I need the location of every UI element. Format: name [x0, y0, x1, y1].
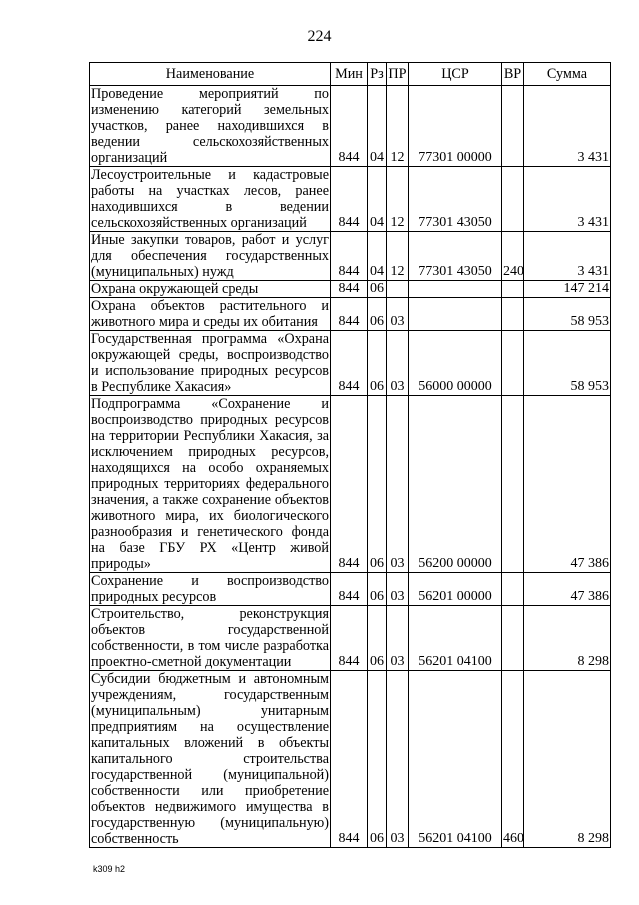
- cell-pr: 03: [387, 606, 409, 671]
- cell-sum: 3 431: [524, 167, 611, 232]
- cell-name: Строительство, реконструкция объектов государственной собственности, в том числе разработка проектно-сметной документации: [91, 606, 329, 670]
- cell-sum: 47 386: [524, 396, 611, 573]
- cell-vr: [502, 331, 524, 396]
- cell-min: 844: [331, 331, 368, 396]
- cell-min: 844: [331, 281, 368, 298]
- cell-csr: [409, 281, 502, 298]
- cell-sum: 8 298: [524, 606, 611, 671]
- cell-rz: 06: [368, 298, 387, 331]
- cell-rz: 04: [368, 167, 387, 232]
- header-sum: Сумма: [524, 63, 611, 86]
- cell-vr: [502, 167, 524, 232]
- cell-vr: [502, 573, 524, 606]
- table-row: [90, 298, 611, 331]
- header-pr: ПР: [387, 63, 409, 86]
- cell-rz: 06: [368, 396, 387, 573]
- cell-min: 844: [331, 671, 368, 848]
- cell-csr: 77301 00000: [409, 86, 502, 167]
- table-row: [90, 232, 611, 281]
- cell-name: Субсидии бюджетным и автономным учреждениям, государственным (муниципальным) унитарным предприятиям на осуществление капитальных вложений в объекты капитального строительства государственной (муниципальной) собственности или приобретение объектов недвижимого имущества в государственную (муниципальную) собственность: [91, 671, 329, 847]
- cell-sum: 58 953: [524, 331, 611, 396]
- header-vr: ВР: [502, 63, 524, 86]
- table-row: [90, 671, 611, 848]
- cell-name: Иные закупки товаров, работ и услуг для обеспечения государственных (муниципальных) нужд: [91, 232, 329, 280]
- cell-rz: 04: [368, 232, 387, 281]
- cell-rz: 06: [368, 573, 387, 606]
- cell-csr: 56201 00000: [409, 573, 502, 606]
- cell-vr: [502, 606, 524, 671]
- cell-pr: 03: [387, 331, 409, 396]
- cell-min: 844: [331, 232, 368, 281]
- cell-pr: 12: [387, 232, 409, 281]
- cell-pr: [387, 281, 409, 298]
- cell-pr: 03: [387, 298, 409, 331]
- cell-name: Государственная программа «Охрана окружающей среды, воспроизводство и использование природных ресурсов в Республике Хакасия»: [91, 331, 329, 395]
- cell-rz: 06: [368, 331, 387, 396]
- cell-csr: 77301 43050: [409, 232, 502, 281]
- cell-vr: [502, 281, 524, 298]
- table-row: [90, 86, 611, 167]
- cell-vr: [502, 396, 524, 573]
- cell-rz: 06: [368, 671, 387, 848]
- cell-sum: 147 214: [524, 281, 611, 298]
- cell-sum: 8 298: [524, 671, 611, 848]
- table-row: [90, 396, 611, 573]
- cell-min: 844: [331, 396, 368, 573]
- cell-name: Охрана объектов растительного и животного мира и среды их обитания: [91, 298, 329, 330]
- cell-rz: 06: [368, 606, 387, 671]
- cell-pr: 12: [387, 167, 409, 232]
- cell-csr: 77301 43050: [409, 167, 502, 232]
- table-row: [90, 167, 611, 232]
- cell-vr: 460: [502, 671, 524, 848]
- cell-rz: 06: [368, 281, 387, 298]
- cell-min: 844: [331, 86, 368, 167]
- cell-pr: 03: [387, 396, 409, 573]
- cell-sum: 58 953: [524, 298, 611, 331]
- table-body: [90, 86, 611, 848]
- cell-name: Подпрограмма «Сохранение и воспроизводство природных ресурсов на территории Республики Хакасия, за исключением природных ресурсов, находящихся на особо охраняемых природных территориях федерального значения, а также сохранение объектов животного мира, их биологического разнообразия и генетического фонда на базе ГБУ РХ «Центр живой природы»: [91, 396, 329, 572]
- cell-min: 844: [331, 167, 368, 232]
- cell-csr: 56000 00000: [409, 331, 502, 396]
- cell-name: Сохранение и воспроизводство природных ресурсов: [91, 573, 329, 605]
- cell-csr: 56201 04100: [409, 606, 502, 671]
- table-row: [90, 331, 611, 396]
- budget-table: [89, 62, 611, 848]
- cell-name: Проведение мероприятий по изменению категорий земельных участков, ранее находившихся в ведении сельскохозяйственных организаций: [91, 86, 329, 166]
- cell-vr: [502, 298, 524, 331]
- cell-sum: 3 431: [524, 232, 611, 281]
- table-row: [90, 606, 611, 671]
- cell-pr: 12: [387, 86, 409, 167]
- cell-name: Охрана окружающей среды: [90, 281, 331, 298]
- cell-name: Лесоустроительные и кадастровые работы на участках лесов, ранее находившихся в ведении сельскохозяйственных организаций: [91, 167, 329, 231]
- table-header-row: [90, 63, 611, 86]
- cell-vr: 240: [502, 232, 524, 281]
- header-rz: Рз: [368, 63, 387, 86]
- table-row: [90, 281, 611, 298]
- page-number: 224: [307, 28, 332, 45]
- cell-csr: 56200 00000: [409, 396, 502, 573]
- cell-csr: [409, 298, 502, 331]
- cell-pr: 03: [387, 671, 409, 848]
- header-min: Мин: [331, 63, 368, 86]
- cell-csr: 56201 04100: [409, 671, 502, 848]
- cell-min: 844: [331, 573, 368, 606]
- cell-min: 844: [331, 606, 368, 671]
- cell-rz: 04: [368, 86, 387, 167]
- cell-sum: 3 431: [524, 86, 611, 167]
- cell-min: 844: [331, 298, 368, 331]
- cell-sum: 47 386: [524, 573, 611, 606]
- header-csr: ЦСР: [409, 63, 502, 86]
- footer-code: k309 h2: [93, 864, 126, 874]
- cell-pr: 03: [387, 573, 409, 606]
- table-row: [90, 573, 611, 606]
- header-name: Наименование: [90, 63, 331, 86]
- cell-vr: [502, 86, 524, 167]
